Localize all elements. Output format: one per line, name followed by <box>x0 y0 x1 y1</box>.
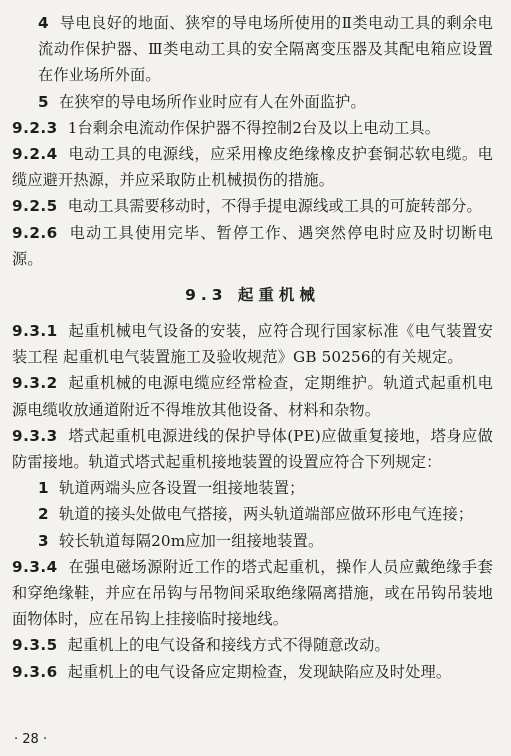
clause-text: 在狭窄的导电场所作业时应有人在外面监护。 <box>59 92 366 111</box>
clause-9-3-1 <box>12 318 493 370</box>
clause-text: 起重机上的电气设备应定期检查，发现缺陷应及时处理。 <box>67 662 452 681</box>
clause-number: 9.3.5 <box>12 636 58 655</box>
clause-9-3-2 <box>12 370 493 422</box>
section-heading: 9.3 起重机械 <box>185 286 320 305</box>
clause-text: 电动工具需要移动时，不得手提电源线或工具的可旋转部分。 <box>67 197 482 216</box>
clause-text: 导电良好的地面、狭窄的导电场所使用的Ⅱ类电动工具的剩余电流动作保护器、Ⅲ类电动工具的安全隔离变压器及其配电箱应设置在作业场所外面。 <box>38 14 493 85</box>
clause-9-3-3-item-1 <box>12 475 493 501</box>
clause-number: 9.3.2 <box>12 374 58 393</box>
clause-number: 9.3.4 <box>12 557 58 576</box>
clause-number: 5 <box>38 92 50 111</box>
clause-number: 9.3.6 <box>12 662 58 681</box>
clause-number: 4 <box>38 14 50 32</box>
clause-text: 塔式起重机电源进线的保护导体(PE)应做重复接地，塔身应做防雷接地。轨道式塔式起重机接地装置的设置应符合下列规定： <box>12 426 493 472</box>
clause-9-2-5 <box>12 193 493 219</box>
clause-text: 电动工具使用完毕、暂停工作、遇突然停电时应及时切断电源。 <box>12 223 493 268</box>
clause-text: 起重机械电气设备的安装，应符合现行国家标准《电气装置安装工程 起重机电气装置施工及验收规范》GB 50256的有关规定。 <box>12 322 493 367</box>
clause-9-3-3-item-3 <box>12 528 493 554</box>
clause-number: 9.2.5 <box>12 197 58 216</box>
clause-text: 起重机械的电源电缆应经常检查，定期维护。轨道式起重机电源电缆收放通道附近不得堆放其他设备、材料和杂物。 <box>12 374 493 419</box>
clause-number: 9.3.1 <box>12 322 58 341</box>
clause-text: 电动工具的电源线，应采用橡皮绝缘橡皮护套铜芯软电缆。电缆应避开热源，并应采取防止机械损伤的措施。 <box>12 145 493 190</box>
clause-number: 2 <box>38 505 50 524</box>
clause-text: 轨道的接头处做电气搭接，两头轨道端部应做环形电气连接； <box>59 505 474 524</box>
clause-text: 1台剩余电流动作保护器不得控制2台及以上电动工具。 <box>67 118 441 137</box>
clause-number: 9.2.4 <box>12 145 58 164</box>
clause-9-2-4 <box>12 141 493 193</box>
clause-9-2-6 <box>12 220 493 272</box>
clause-9-3-3 <box>12 423 493 475</box>
clause-number: 1 <box>38 479 50 498</box>
clause-9-2-2-item-4 <box>12 10 493 89</box>
page-number: · 28 · <box>14 732 48 747</box>
clause-9-3-3-item-2 <box>12 501 493 527</box>
clause-number: 9.2.3 <box>12 118 58 137</box>
clause-text: 在强电磁场源附近工作的塔式起重机，操作人员应戴绝缘手套和穿绝缘鞋，并应在吊钩与吊物间采取绝缘隔离措施，或在吊钩吊装地面物体时，应在吊钩上挂接临时接地线。 <box>12 557 493 629</box>
clause-9-3-4 <box>12 554 493 633</box>
clause-number: 9.3.3 <box>12 426 58 445</box>
clause-9-3-5 <box>12 632 493 658</box>
clause-9-2-2-item-5 <box>12 89 493 115</box>
clause-text: 起重机上的电气设备和接线方式不得随意改动。 <box>67 636 390 655</box>
clause-text: 较长轨道每隔20m应加一组接地装置。 <box>59 531 324 550</box>
clause-text: 轨道两端头应各设置一组接地装置； <box>59 479 305 498</box>
clause-number: 9.2.6 <box>12 223 58 242</box>
clause-9-3-6 <box>12 659 493 685</box>
clause-number: 3 <box>38 531 50 550</box>
clause-9-2-3 <box>12 115 493 141</box>
